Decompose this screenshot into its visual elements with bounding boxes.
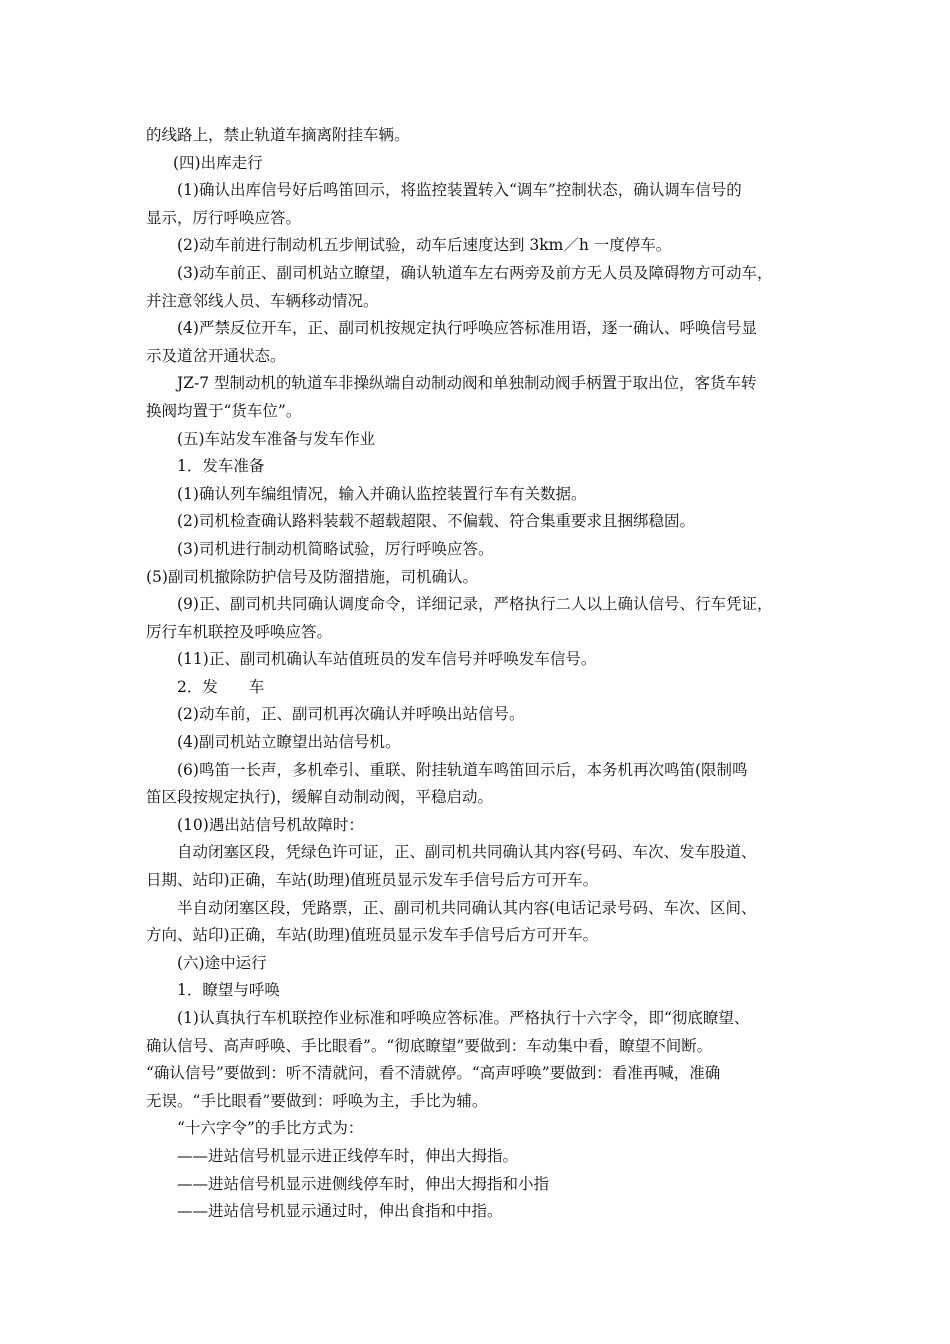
text-line: (1)确认列车编组情况，输入并确认监控装置行车有关数据。	[177, 484, 587, 503]
text-line: ——进站信号机显示进侧线停车时，伸出大拇指和小指	[177, 1174, 550, 1193]
text-line: ——进站信号机显示进正线停车时，伸出大拇指。	[177, 1146, 519, 1165]
text-line: 并注意邻线人员、车辆移动情况。	[146, 291, 379, 310]
text-line: (2)司机检查确认路料装载不超载超限、不偏载、符合集重要求且捆绑稳固。	[177, 512, 695, 531]
text-line: 厉行车机联控及呼唤应答。	[146, 622, 333, 641]
text-line: 确认信号、高声呼唤、手比眼看”。“彻底瞭望”要做到：车动集中看，瞭望不间断。	[146, 1036, 713, 1055]
text-line: 无误。“手比眼看”要做到：呼唤为主，手比为辅。	[146, 1091, 488, 1110]
text-line: (六)途中运行	[177, 953, 267, 972]
text-line: 换阀均置于“货车位”。	[146, 401, 302, 420]
text-line: (2)动车前，正、副司机再次确认并呼唤出站信号。	[177, 705, 525, 724]
text-line: 1．发车准备	[177, 457, 265, 476]
text-line: ——进站信号机显示通过时，伸出食指和中指。	[177, 1202, 503, 1221]
text-line: (6)鸣笛一长声，多机牵引、重联、附挂轨道车鸣笛回示后，本务机再次鸣笛(限制鸣	[177, 760, 748, 779]
text-line: 示及道岔开通状态。	[146, 346, 286, 365]
text-line: (4)副司机站立瞭望出站信号机。	[177, 733, 401, 752]
text-line: “确认信号”要做到：听不清就问，看不清就停。“高声呼唤”要做到：看准再喊，准确	[146, 1064, 721, 1083]
text-line: “十六字令”的手比方式为：	[177, 1119, 364, 1138]
text-line: 2．发 车	[177, 677, 265, 696]
text-line: 日期、站印)正确，车站(助理)值班员显示发车手信号后方可开车。	[146, 871, 599, 890]
text-line: (3)动车前正、副司机站立瞭望，确认轨道车左右两旁及前方无人员及障碍物方可动车，	[177, 263, 773, 282]
text-line: (4)严禁反位开车，正、副司机按规定执行呼唤应答标准用语，逐一确认、呼唤信号显	[177, 319, 757, 338]
text-line: 显示，厉行呼唤应答。	[146, 208, 302, 227]
text-line: (四)出库走行	[173, 153, 263, 172]
text-line: (五)车站发车准备与发车作业	[177, 429, 376, 448]
text-line: (10)遇出站信号机故障时：	[177, 815, 364, 834]
text-line: (9)正、副司机共同确认调度命令，详细记录，严格执行二人以上确认信号、行车凭证，	[177, 595, 773, 614]
text-line: (1)认真执行车机联控作业标准和呼唤应答标准。严格执行十六字令，即“彻底瞭望、	[177, 1009, 750, 1027]
text-line: (5)副司机撤除防护信号及防溜措施，司机确认。	[146, 567, 478, 586]
text-line: (1)确认出库信号好后鸣笛回示，将监控装置转入“调车”控制状态，确认调车信号的	[177, 181, 742, 200]
text-line: JZ-7 型制动机的轨道车非操纵端自动制动阀和单独制动阀手柄置于取出位，客货车转	[177, 374, 757, 393]
text-line: 的线路上，禁止轨道车摘离附挂车辆。	[146, 126, 410, 144]
text-line: 1．瞭望与呼唤	[177, 981, 280, 1000]
text-line: (3)司机进行制动机简略试验，厉行呼唤应答。	[177, 539, 494, 558]
text-line: 方向、站印)正确，车站(助理)值班员显示发车手信号后方可开车。	[146, 926, 599, 945]
text-line: 笛区段按规定执行)，缓解自动制动阀，平稳启动。	[146, 788, 494, 807]
text-line: (11)正、副司机确认车站值班员的发车信号并呼唤发车信号。	[177, 650, 597, 669]
text-line: 半自动闭塞区段，凭路票，正、副司机共同确认其内容(电话记录号码、车次、区间、	[177, 898, 757, 917]
text-line: 自动闭塞区段，凭绿色许可证，正、副司机共同确认其内容(号码、车次、发车股道、	[177, 843, 757, 862]
document-page	[146, 122, 810, 1226]
text-line: (2)动车前进行制动机五步闸试验，动车后速度达到 3km／h 一度停车。	[177, 236, 672, 255]
